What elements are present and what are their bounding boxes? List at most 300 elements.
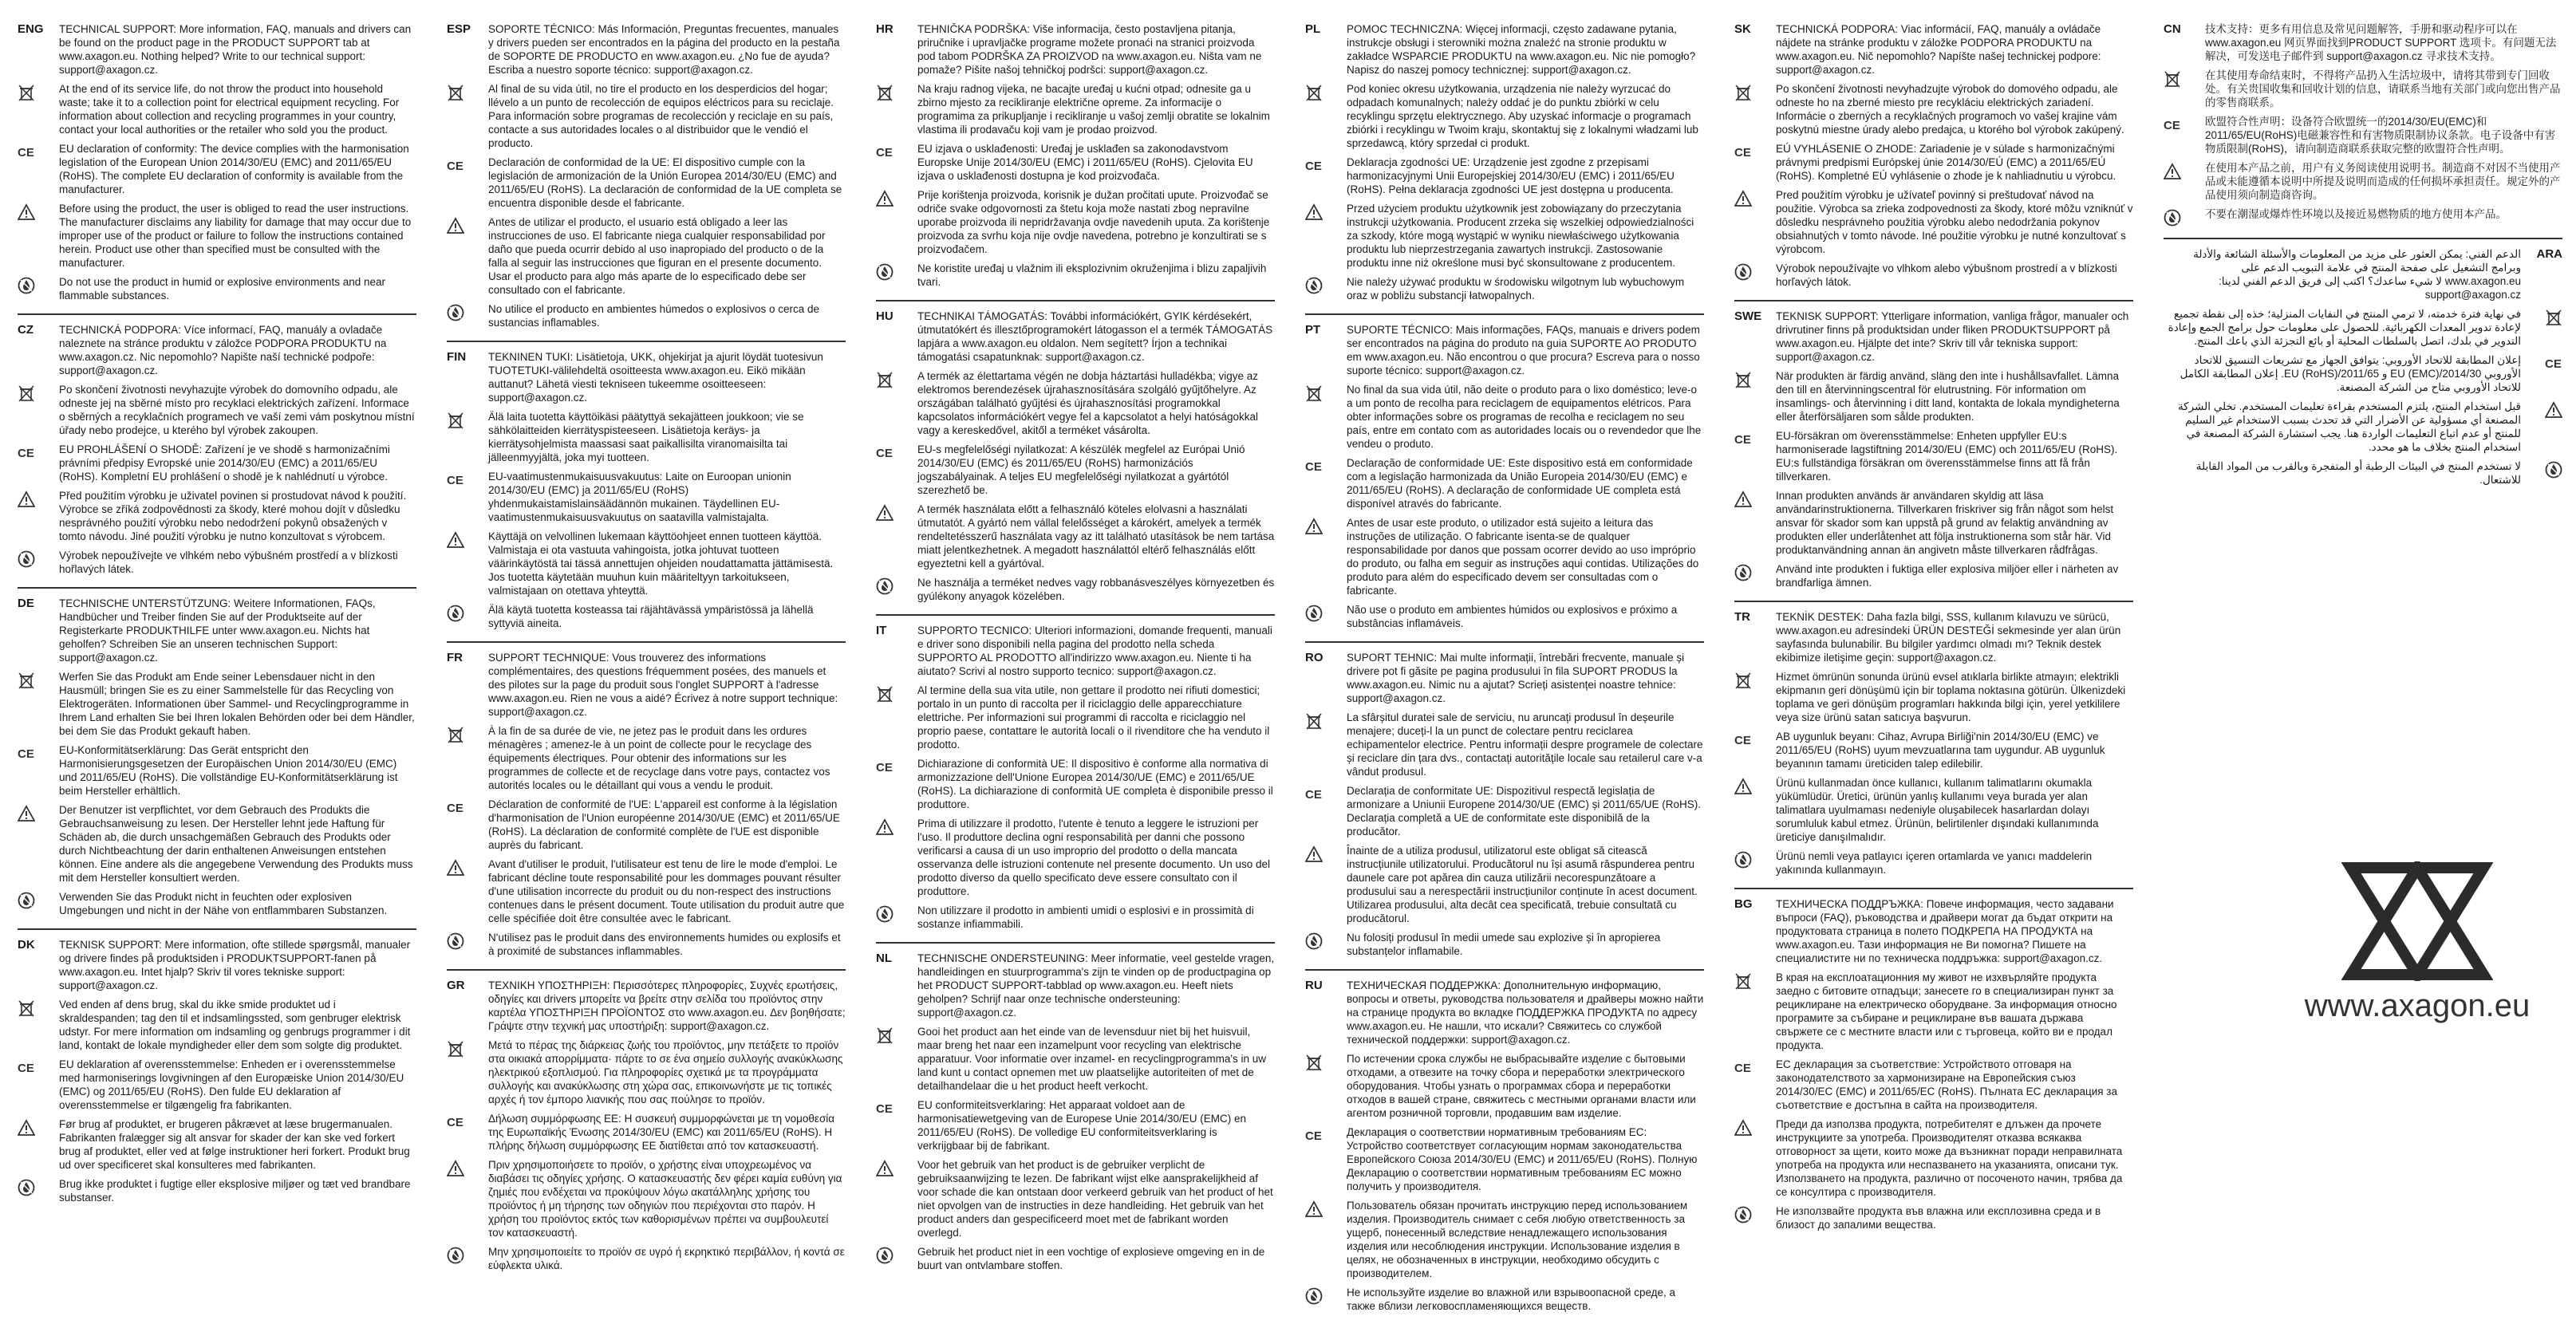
notice-text: Δήλωση συμμόρφωσης ΕΕ: Η συσκευή συμμορφώνεται με τη νομοθεσία της Ευρωπαϊκής Ένωσης 2014/30/EU (EMC) και 2011/65/EU (RoHS). Η πλήρης δήλωση συμμόρφωσης ΕΕ διατίθεται από τον κατασκευαστή. bbox=[488, 1113, 835, 1152]
notice-text: A termék használata előtt a felhasználó köteles elolvasni a használati útmutatót. A gyártó nem vállal felelősséget a károkért, amelyek a termék rendeltetésszerű használata vagy az itt található utasítások be nem tartása miatt jelentkezhetnek. A megadott használattól eltérő felhasználás előtt egyeztetni kell a gyártóval. bbox=[917, 503, 1275, 569]
svg-text:CE: CE bbox=[18, 1062, 34, 1075]
notice-item bbox=[1734, 369, 2133, 424]
notice-item bbox=[447, 857, 846, 925]
language-code: RO bbox=[1305, 651, 1324, 664]
svg-text:CE: CE bbox=[1734, 146, 1751, 160]
tech-support-text: TEHNIČKA PODRŠKA: Više informacija, često postavljena pitanja, priručnike i upravljačke programe možete pronaći na stranici proizvoda pod tabom PODRŠKA ZA PROIZVOD na www.axagon.eu. Ništa vam ne pomaže? Pišite našoj tehničkoj podršci: support@axagon.cz. bbox=[917, 23, 1262, 76]
warning-icon bbox=[447, 215, 488, 234]
language-code: ARA bbox=[2536, 247, 2562, 261]
language-section-ru bbox=[1305, 969, 1704, 1313]
language-section-pt bbox=[1305, 313, 1704, 630]
language-section-hr bbox=[876, 18, 1275, 289]
tech-support-text: SUPORTE TÉCNICO: Mais informações, FAQs, manuais e drivers podem ser encontrados na página do produto na guia SUPORTE AO PRODUTO em www.axagon.eu. Não encontrou o que procura? Escreva para o nosso suporte técnico: support@axagon.cz. bbox=[1347, 324, 1700, 376]
no-moisture-icon bbox=[447, 302, 488, 321]
no-moisture-icon bbox=[1305, 1286, 1347, 1305]
ce-mark-icon bbox=[447, 156, 488, 175]
svg-text:CE: CE bbox=[876, 761, 893, 774]
language-code: RU bbox=[1305, 979, 1323, 992]
no-moisture-icon bbox=[1305, 931, 1347, 950]
notice-item bbox=[1734, 776, 2133, 844]
notice-text: Ürünü nemli veya patlayıcı içeren ortamlarda ve yanıcı maddelerin yakınında kullanmayın. bbox=[1776, 850, 2093, 876]
notice-text: Déclaration de conformité de l'UE: L'appareil est conforme à la législation d'harmonisation de l'Union européenne 2014/30/UE (EMC) et 2011/65/UE (RoHS). La déclaration de conformité complète de l'UE est disponible auprès du fabricant. bbox=[488, 798, 840, 851]
notice-item bbox=[1305, 275, 1704, 302]
tech-support-row bbox=[876, 624, 1275, 678]
no-moisture-icon bbox=[876, 1245, 917, 1264]
tech-support-text: TEKNISK SUPPORT: Ytterligare information, vanliga frågor, manualer och drivrutiner finns på produktsidan under fliken PRODUKTSUPPORT på www.axagon.eu. Hjälpte det inte? Skriv till vår tekniska support: support@axagon.cz. bbox=[1776, 310, 2129, 363]
warning-icon bbox=[876, 188, 917, 207]
notice-text: Innan produkten används är användaren skyldig att läsa användarinstruktionerna. Tillverkaren friskriver sig från något som helst ansvar för skador som kan uppstå på grund av felaktig användning av produkten eller underlåtenhet att följa instruktionerna som står här. Vid produktanvändning annan än angivetn måste tillverkaren rådfrågas. bbox=[1776, 490, 2114, 556]
notice-text: Käyttäjä on velvollinen lukemaan käyttöohjeet ennen tuotteen käyttöä. Valmistaja ei ota vastuuta vahingoista, jotka johtuvat tuotteen väärinkäytöstä tai tässä annettujen ohjeiden noudattamatta jättämisestä. Jos tuotetta käytetään muuhun kuin määriteltyyn tarkoitukseen, valmistajaan on otettava yhteyttä. bbox=[488, 530, 834, 597]
warning-icon bbox=[18, 1117, 59, 1137]
warning-icon bbox=[447, 530, 488, 549]
tech-support-row bbox=[1734, 610, 2133, 664]
svg-text:CE: CE bbox=[447, 474, 464, 487]
notice-item bbox=[18, 1117, 416, 1172]
notice-text: Nu folosiți produsul în medii umede sau explozive și în apropierea substanțelor inflamabile. bbox=[1347, 932, 1661, 957]
notice-text: По истечении срока службы не выбрасывайте изделие с бытовыми отходами, а отвезите на точку сбора и переработки электрического оборудования. Чтобы узнать о программах сбора и переработки отходов в вашей стране, свяжитесь с местными органами власти или агентом розничной торговли, продавшим вам изделие. bbox=[1347, 1053, 1696, 1119]
language-column bbox=[2164, 18, 2562, 498]
svg-text:CE: CE bbox=[18, 447, 34, 460]
notice-text: لا تستخدم المنتج في البيئات الرطبة أو المتفجرة وبالقرب من المواد القابلة للاشتعال. bbox=[2195, 460, 2521, 486]
no-moisture-icon bbox=[2164, 207, 2205, 227]
notice-text: Hizmet ömrünün sonunda ürünü evsel atıklarla birlikte atmayın; elektrikli ekipmanın geri dönüşümü için bir toplama noktasına götürün. Ülkenizdeki toplama ve geri dönüşüm programları hakkında bilgi için, yerel yetkililere veya size ürünü satan satıcıya başvurun. bbox=[1776, 671, 2126, 723]
notice-item bbox=[1305, 931, 1704, 958]
tech-support-row bbox=[1305, 979, 1704, 1046]
warning-icon bbox=[1734, 776, 1776, 795]
notice-text: AB uygunluk beyanı: Cihaz, Avrupa Birliği'nin 2014/30/EU (EMC) ve 2011/65/EU (RoHS) uyum mevzuatlarına tam uygundur. AB uygunluk beyanının tamamı üreticiden talep edilebilir. bbox=[1776, 731, 2105, 770]
notice-item bbox=[1305, 1125, 1704, 1193]
notice-item bbox=[876, 1025, 1275, 1093]
ce-mark-icon bbox=[18, 443, 59, 462]
ce-mark-icon bbox=[2164, 115, 2205, 134]
notice-text: Не используйте изделие во влажной или взрывоопасной среде, а также вблизи легковоспламеняющихся веществ. bbox=[1347, 1287, 1676, 1312]
crossed-bin-icon bbox=[1734, 82, 1776, 101]
notice-item bbox=[447, 530, 846, 597]
notice-text: ЕС декларация за съответствие: Устройството отговаря на законодателството за хармонизиране на Европейския съюз 2014/30/EC (EMC) и 2011/65/EC (RoHS). Пълната ЕС декларация за съответствие е достъпна в сайта на производителя. bbox=[1776, 1058, 2117, 1111]
notice-item bbox=[876, 142, 1275, 183]
notice-item bbox=[2164, 69, 2562, 109]
notice-item bbox=[876, 82, 1275, 136]
notice-item bbox=[876, 904, 1275, 931]
tech-support-text: TECHNISCHE ONDERSTEUNING: Meer informatie, veel gestelde vragen, handleidingen en stuurprogramma's zijn te vinden op de productpagina op het PRODUCT SUPPORT-tabblad op www.axagon.eu. Heeft niets geholpen? Schrijf naar onze technische ondersteuning: support@axagon.cz. bbox=[917, 952, 1275, 1019]
language-code: IT bbox=[876, 624, 887, 637]
notice-item bbox=[1305, 156, 1704, 196]
language-section-fin bbox=[447, 341, 846, 630]
notice-item bbox=[447, 931, 846, 958]
no-moisture-icon bbox=[18, 1177, 59, 1196]
no-moisture-icon bbox=[1734, 849, 1776, 869]
language-section-sk bbox=[1734, 18, 2133, 289]
language-code: ESP bbox=[447, 22, 471, 36]
svg-text:CE: CE bbox=[447, 802, 464, 815]
warning-icon bbox=[1734, 1117, 1776, 1137]
svg-text:CE: CE bbox=[876, 447, 893, 460]
no-moisture-icon bbox=[2521, 459, 2562, 479]
notice-item bbox=[18, 743, 416, 798]
notice-text: EU-försäkran om överensstämmelse: Enheten uppfyller EU:s harmoniserade lagstiftning 2014/30/EU (EMC) och 2011/65/EU (RoHS). EU:s fullständiga försäkran om överensstämmelse finns att få från tillverkaren. bbox=[1776, 430, 2118, 483]
notice-text: Przed użyciem produktu użytkownik jest zobowiązany do przeczytania instrukcji użytkowania. Producent zrzeka się wszelkiej odpowiedzialności za szkody, które mogą wystąpić w wyniku niewłaściwego użytkowania produktu lub nieprzestrzegania zawartych instrukcji. Zastosowanie produktu inne niż określone musi być skonsultowane z producentem. bbox=[1347, 203, 1694, 269]
warning-icon bbox=[18, 803, 59, 822]
notice-text: Не използвайте продукта във влажна или експлозивна среда и в близост до запалими вещества. bbox=[1776, 1205, 2101, 1231]
warning-icon bbox=[1305, 844, 1347, 863]
crossed-bin-icon bbox=[18, 998, 59, 1017]
notice-text: 在其使用寿命结束时，不得将产品扔入生活垃圾中，请将其带到专门回收处。有关贵国收集和回收计划的信息，请联系当地有关部门或向您出售产品的零售商联系。 bbox=[2205, 69, 2561, 108]
no-moisture-icon bbox=[876, 262, 917, 281]
brand-url: www.axagon.eu bbox=[2304, 988, 2531, 1023]
crossed-bin-icon bbox=[2164, 69, 2205, 88]
notice-item bbox=[1305, 844, 1704, 925]
no-moisture-icon bbox=[876, 576, 917, 595]
warning-icon bbox=[876, 1158, 917, 1177]
notice-text: Før brug af produktet, er brugeren påkrævet at læse brugermanualen. Fabrikanten fralægger sig alt ansvar for skader der kan ske ved forkert brug af produktet, eller ved at følge instruktioner heri forkert. Produkt brug ud over specificeret skal konsulteres med fabrikanten. bbox=[59, 1118, 410, 1171]
language-section-cz bbox=[18, 313, 416, 576]
tech-support-row bbox=[447, 350, 846, 404]
notice-item bbox=[1734, 1117, 2133, 1199]
tech-support-text: SUPPORT TECHNIQUE: Vous trouverez des informations complémentaires, des questions fréquemment posées, des manuels et des pilotes sur la page du produit sous l'onglet SUPPORT à l'adresse www.axagon.eu. Rien ne vous a aidé? Écrivez à notre support technique: support@axagon.cz. bbox=[488, 652, 838, 718]
warning-icon bbox=[2164, 161, 2205, 180]
language-code: FR bbox=[447, 651, 463, 664]
no-moisture-icon bbox=[447, 931, 488, 950]
tech-support-row bbox=[1305, 651, 1704, 705]
warning-icon bbox=[876, 502, 917, 522]
notice-item bbox=[876, 1158, 1275, 1239]
notice-item bbox=[1305, 784, 1704, 838]
notice-text: EU-s megfelelőségi nyilatkozat: A készülék megfelel az Európai Unió 2014/30/EU (EMC) és 2011/65/EU (RoHS) harmonizációs jogszabályainak. A teljes EU megfelelőségi nyilatkozat a gyártótól szerezhető be. bbox=[917, 443, 1245, 496]
notice-item bbox=[447, 1158, 846, 1239]
notice-item bbox=[18, 383, 416, 437]
notice-item bbox=[1734, 562, 2133, 589]
notice-item bbox=[18, 670, 416, 738]
language-section-eng bbox=[18, 18, 416, 302]
notice-item bbox=[2164, 353, 2562, 394]
tech-support-text: ТЕХНИЧЕСКАЯ ПОДДЕРЖКА: Дополнительную информацию, вопросы и ответы, руководства пользователя и драйверы можно найти на странице продукта во вкладке ПОДДЕРЖКА ПРОДУКТА по адресу www.axagon.eu. Не нашли, что искали? Свяжитесь со службой технической поддержки: support@axagon.cz. bbox=[1347, 979, 1704, 1046]
language-section-ro bbox=[1305, 641, 1704, 958]
notice-text: Do not use the product in humid or explosive environments and near flammable substances. bbox=[59, 276, 385, 301]
language-section-it bbox=[876, 614, 1275, 931]
tech-support-text: TECHNISCHE UNTERSTÜTZUNG: Weitere Informationen, FAQs, Handbücher und Treiber finden Sie auf der Produktseite auf der Registerkarte PRODUKTHILFE unter www.axagon.eu. Nichts hat geholfen? Schreiben Sie an unseren technischen Support: support@axagon.cz. bbox=[59, 597, 376, 664]
notice-item bbox=[1305, 1199, 1704, 1280]
notice-item bbox=[2164, 307, 2562, 348]
notice-item bbox=[1305, 711, 1704, 778]
language-code: NL bbox=[876, 952, 892, 965]
tech-support-text: 技术支持：更多有用信息及常见问题解答，手册和驱动程序可以在www.axagon.eu 网页界面找到PRODUCT SUPPORT 选项卡。有问题无法解决，可发送电子邮件到 support@axagon.cz 寻求技术支持。 bbox=[2205, 23, 2557, 62]
language-section-cn bbox=[2164, 18, 2562, 227]
notice-text: Deklaracja zgodności UE: Urządzenie jest zgodne z przepisami harmonizacyjnymi Unii Europejskiej 2014/30/EU (EMC) i 2011/65/EU (RoHS). Pełna deklaracja zgodności UE jest dostępna u producenta. bbox=[1347, 156, 1675, 195]
crossed-bin-icon bbox=[18, 82, 59, 101]
warning-icon bbox=[447, 1158, 488, 1177]
language-code: CN bbox=[2164, 22, 2181, 36]
notice-text: Před použitím výrobku je uživatel povinen si prostudovat návod k použití. Výrobce se zříká zodpovědnosti za škody, které mohou dojít v důsledku nesprávného použití výrobku nebo nedodržení pokynů obsažených v tomto návodu. Jiné použití výrobku je nutno konzultovat s výrobcem. bbox=[59, 490, 407, 542]
notice-text: Пользователь обязан прочитать инструкцию перед использованием изделия. Производитель снимает с себя любую ответственность за ущерб, понесенный вследствие ненадлежащего использования изделия или несоблюдения инструкции. Использование изделия в целях, не обозначенных в инструкции, необходимо обсудить с производителем. bbox=[1347, 1200, 1688, 1279]
tech-support-row bbox=[1734, 897, 2133, 965]
crossed-bin-icon bbox=[18, 383, 59, 402]
notice-item bbox=[1305, 516, 1704, 597]
language-section-tr bbox=[1734, 601, 2133, 877]
notice-text: Декларация о соответствии нормативным требованиям ЕС: Устройство соответствует согласующим нормам законодательства Европейского Союза 2014/30/EU (EMC) и 2011/65/EU (RoHS). Полную Декларацию о соответствии нормативным требованиям ЕС можно получить у производителя. bbox=[1347, 1126, 1698, 1192]
notice-text: Använd inte produkten i fuktiga eller explosiva miljöer eller i närheten av brandfarliga ämnen. bbox=[1776, 563, 2119, 589]
tech-support-text: TECHNICKÁ PODPORA: Více informací, FAQ, manuály a ovladače naleznete na stránce produktu v záložce PODPORA PRODUKTU na www.axagon.cz. Nic nepomohlo? Napište naší technické podpoře: support@axagon.cz. bbox=[59, 324, 387, 376]
notice-text: Avant d'utiliser le produit, l'utilisateur est tenu de lire le mode d'emploi. Le fabricant décline toute responsabilité pour les dommages pouvant résulter d'une utilisation incorrecte du produit ou du non-respect des instructions contenues dans le présent document. Toute utilisation du produit autre que celle spécifiée doit être consultée avec le fabricant. bbox=[488, 858, 845, 924]
notice-text: A termék az élettartama végén ne dobja háztartási hulladékba; vigye az elektromos berendezések újrahasznosítására szolgáló gyűjtőhelyre. Az országában található gyűjtési és újrahasznosítási programokkal kapcsolatos információkért vegye fel a kapcsolatot a helyi hatóságokkal vagy a kereskedővel, akitől a terméket vásárolta. bbox=[917, 370, 1259, 436]
warning-icon bbox=[1305, 516, 1347, 535]
ce-mark-icon bbox=[447, 798, 488, 817]
notice-item bbox=[1734, 489, 2133, 557]
notice-item bbox=[2164, 400, 2562, 454]
no-moisture-icon bbox=[876, 904, 917, 923]
svg-text:CE: CE bbox=[2164, 119, 2180, 132]
no-moisture-icon bbox=[447, 603, 488, 622]
crossed-bin-icon bbox=[447, 82, 488, 101]
notice-text: Výrobok nepoužívajte vo vlhkom alebo výbušnom prostredí a v blízkosti horľavých látok. bbox=[1776, 262, 2117, 288]
language-code: HR bbox=[876, 22, 894, 36]
notice-text: EU PROHLÁŠENÍ O SHODĚ: Zařízení je ve shodě s harmonizačními právními předpisy Evropské unie 2014/30/EU (EMC) a 2011/65/EU (RoHS). Kompletní EU prohlášení o shodě je k nahlédnutí u výrobce. bbox=[59, 443, 390, 483]
notice-item bbox=[447, 410, 846, 464]
tech-support-text: POMOC TECHNICZNA: Więcej informacji, często zadawane pytania, instrukcje obsługi i sterowniki można znaleźć na stronie produktu w zakładce WSPARCIE PRODUKTU na www.axagon.eu. Nic nie pomogło? Napisz do naszej pomocy technicznej: support@axagon.cz. bbox=[1347, 23, 1696, 76]
notice-item bbox=[1305, 1052, 1704, 1120]
notice-text: Non utilizzare il prodotto in ambienti umidi o esplosivi e in prossimità di sostanze infiammabili. bbox=[917, 904, 1254, 930]
language-code: ENG bbox=[18, 22, 44, 36]
ce-mark-icon bbox=[1305, 456, 1347, 475]
crossed-bin-icon bbox=[1305, 82, 1347, 101]
language-column bbox=[18, 18, 416, 1216]
no-moisture-icon bbox=[18, 890, 59, 909]
svg-text:CE: CE bbox=[447, 1116, 464, 1129]
notice-text: Gebruik het product niet in een vochtige of explosieve omgeving en in de buurt van ontvlambare stoffen. bbox=[917, 1246, 1265, 1271]
notice-text: Der Benutzer ist verpflichtet, vor dem Gebrauch des Produkts die Gebrauchsanweisung zu lesen. Der Hersteller lehnt jede Haftung für Schäden ab, die durch unsachgemäßen Gebrauch des Produkts oder durch Nichtbeachtung der darin enthaltenen Anweisungen entstehen können. Eine andere als die angegebene Verwendung des Produkts muss mit dem Hersteller konsultiert werden. bbox=[59, 804, 413, 884]
svg-text:CE: CE bbox=[447, 160, 464, 173]
tech-support-row bbox=[2164, 247, 2562, 301]
notice-item bbox=[876, 1098, 1275, 1153]
language-section-ara bbox=[2164, 238, 2562, 487]
language-column bbox=[876, 18, 1275, 1283]
crossed-bin-icon bbox=[876, 82, 917, 101]
warning-icon bbox=[447, 857, 488, 877]
ce-mark-icon bbox=[1734, 1058, 1776, 1077]
language-section-swe bbox=[1734, 300, 2133, 589]
warning-icon bbox=[1305, 1199, 1347, 1218]
notice-text: EU izjava o usklađenosti: Uređaj je usklađen sa zakonodavstvom Europske Unije 2014/30/EU (EMC) i 2011/65/EU (RoHS). Cjelovita EU izjava o usklađenosti dostupna je kod proizvođača. bbox=[917, 143, 1253, 182]
notice-text: Pred použitím výrobku je užívateľ povinný si preštudovať návod na použitie. Výrobca sa zrieka zodpovednosti za škody, ktoré môžu vzniknúť v dôsledku nesprávneho použitia výrobku alebo nedodržania pokynov obsiahnutých v tomto návode. Iné použitie výrobku je nutné konzultovať s výrobcom. bbox=[1776, 189, 2133, 255]
notice-text: Declaração de conformidade UE: Este dispositivo está em conformidade com a legislação harmonizada da União Europeia 2014/30/EU (EMC) e 2011/65/EU (RoHS). A declaração de conformidade UE completa está disponível através do fabricante. bbox=[1347, 457, 1693, 510]
notice-item bbox=[1305, 1286, 1704, 1313]
language-section-dk bbox=[18, 928, 416, 1204]
language-code: DK bbox=[18, 938, 35, 952]
tech-support-text: TEKNİK DESTEK: Daha fazla bilgi, SSS, kullanım kılavuzu ve sürücü, www.axagon.eu adresindeki ÜRÜN DESTEĞİ sekmesinde yer alan ürün sayfasında bulunabilir. Bu bilgiler yardımcı olmadı mı? Teknik destek ekibimize iletişime geçin: support@axagon.cz. bbox=[1776, 611, 2121, 664]
warning-icon bbox=[1734, 188, 1776, 207]
notice-item bbox=[18, 1177, 416, 1204]
svg-text:CE: CE bbox=[1305, 788, 1322, 802]
svg-text:CE: CE bbox=[2545, 357, 2562, 371]
notice-text: Po skončení životnosti nevyhadzujte výrobok do domového odpadu, ale odneste ho na zberné miesto pre recykláciu elektrických zariadení. Informácie o zberných a recyklačných programoch vo vašej krajine vám poskytnú miestne úrady alebo predajca, u ktorého bol výrobok zakúpený. bbox=[1776, 83, 2124, 136]
notice-text: В края на експлоатационния му живот не изхвърляйте продукта заедно с битовите отпадъци; занесете го в специализиран пункт за рециклиране на електрическо оборудване. За информация относно програмите за събиране и рециклиране във вашата държава свържете се с местните власти или с търговеца, който ви е продал продукта. bbox=[1776, 971, 2117, 1051]
language-section-de bbox=[18, 587, 416, 917]
tech-support-row bbox=[447, 22, 846, 77]
notice-text: Werfen Sie das Produkt am Ende seiner Lebensdauer nicht in den Hausmüll; bringen Sie es zu einer Sammelstelle für das Recycling von Elektrogeräten. Informationen über Sammel- und Recyclingprogramme in Ihrem Land erhalten Sie bei Ihren lokalen Behörden oder bei dem Händler, bei dem Sie das Produkt gekauft haben. bbox=[59, 671, 415, 737]
brand-block bbox=[2298, 861, 2537, 1024]
notice-text: EU-vaatimustenmukaisuusvakuutus: Laite on Euroopan unionin 2014/30/EU (EMC) ja 2011/65/EU (RoHS) yhdenmukaistamislainsäädännön mukainen. Täydellinen EU-vaatimustenmukaisuusvakuutus on saatavilla valmistajalta. bbox=[488, 471, 791, 523]
tech-support-text: ТЕХНИЧЕСКА ПОДДРЪЖКА: Повече информация, често задавани въпроси (FAQ), ръководства и драйвери могат да бъдат открити на продуктовата страница в полето ПОДКРЕПА НА ПРОДУКТА на www.axagon.eu. Тази информация не Ви помогна? Пишете на специалистите ни по техническа поддръжка: support@axagon.cz. bbox=[1776, 898, 2114, 964]
notice-item bbox=[1734, 670, 2133, 724]
notice-item bbox=[447, 1245, 846, 1272]
ce-mark-icon bbox=[2521, 353, 2562, 372]
language-code: PT bbox=[1305, 323, 1321, 337]
language-section-hu bbox=[876, 300, 1275, 603]
notice-item bbox=[447, 1038, 846, 1106]
notice-item bbox=[1734, 971, 2133, 1052]
notice-item bbox=[1734, 1058, 2133, 1112]
warning-icon bbox=[1305, 202, 1347, 221]
crossed-bin-icon bbox=[2521, 307, 2562, 326]
notice-text: Brug ikke produktet i fugtige eller eksplosive miljøer og tæt ved brandbare substanser. bbox=[59, 1178, 411, 1204]
notice-text: Na kraju radnog vijeka, ne bacajte uređaj u kućni otpad; odnesite ga u zbirno mjesto za recikliranje električne opreme. Za informacije o programima za prikupljanje i recikliranje u vašoj zemlji obratite se lokalnim vlastima ili prodavaču koji vam je prodao proizvod. bbox=[917, 83, 1270, 136]
notice-item bbox=[876, 684, 1275, 751]
notice-item bbox=[1734, 262, 2133, 289]
notice-item bbox=[1305, 383, 1704, 451]
crossed-bin-icon bbox=[1734, 670, 1776, 689]
notice-item bbox=[447, 156, 846, 210]
notice-text: Μετά το πέρας της διάρκειας ζωής του προϊόντος, μην πετάξετε το προϊόν στα οικιακά απορρίμματα· πάρτε το σε ένα σημείο συλλογής ανακύκλωσης ηλεκτρικού εξοπλισμού. Για πληροφορίες σχετικά με τα προγράμματα συλλογής και ανακύκλωσης στη χώρα σας, επικοινωνήστε με τις τοπικές αρχές ή τον έμπορο λιανικής που σας πούλησε το προϊόν. bbox=[488, 1039, 843, 1105]
crossed-bin-icon bbox=[1305, 383, 1347, 402]
notice-text: Pod koniec okresu użytkowania, urządzenia nie należy wyrzucać do odpadach komunalnych; należy oddać je do punktu zbiórki w celu recyklingu sprzętu elektrycznego. Aby uzyskać informacje o programach zbiórki i recyklingu w Twoim kraju, skontaktuj się z lokalnymi władzami lub sprzedawcą, który sprzedał ci produkt. bbox=[1347, 83, 1698, 149]
svg-text:CE: CE bbox=[1734, 1062, 1751, 1075]
notice-text: Μην χρησιμοποιείτε το προϊόν σε υγρό ή εκρηκτικό περιβάλλον, ή κοντά σε εύφλεκτα υλικά. bbox=[488, 1246, 845, 1271]
notice-item bbox=[876, 369, 1275, 437]
ce-mark-icon bbox=[1305, 156, 1347, 175]
notice-text: Prije korištenja proizvoda, korisnik je dužan pročitati upute. Proizvođač se odriče svake odgovornosti za štetu koja može nastati zbog nepravilne uporabe proizvoda ili nepridržavanja ovdje navedenih uputa. Za korištenje proizvoda za svrhu koja nije ovdje navedena, potrebno je konzultirati se s proizvođačem. bbox=[917, 189, 1270, 255]
crossed-bin-icon bbox=[1305, 1052, 1347, 1071]
tech-support-text: SUPPORTO TECNICO: Ulteriori informazioni, domande frequenti, manuali e driver sono disponibili nella pagina del prodotto nella scheda SUPPORTO AL PRODOTTO all'indirizzo www.axagon.eu. Niente ti ha aiutato? Scrivi al nostro supporto tecnico: support@axagon.cz. bbox=[917, 625, 1272, 677]
notice-item bbox=[1305, 456, 1704, 510]
tech-support-row bbox=[2164, 22, 2562, 63]
tech-support-text: TECHNIKAI TÁMOGATÁS: További információkért, GYIK kérdésekért, útmutatókért és illesztőprogramokért látogasson el a termék TÁMOGATÁS lapjára a www.axagon.eu oldalon. Nem segített? Írjon a technikai támogatási csapatunknak: support@axagon.cz. bbox=[917, 310, 1273, 363]
notice-text: Não use o produto em ambientes húmidos ou explosivos e próximo a substâncias inflamáveis. bbox=[1347, 604, 1678, 629]
tech-support-row bbox=[18, 323, 416, 377]
notice-text: Dichiarazione di conformità UE: Il dispositivo è conforme alla normativa di armonizzazione dell'Unione Europea 2014/30/UE (EMC) e 2011/65/UE (RoHS). La dichiarazione di conformità UE completa è disponibile presso il produttore. bbox=[917, 758, 1273, 810]
svg-text:CE: CE bbox=[876, 1102, 893, 1116]
no-moisture-icon bbox=[1734, 1204, 1776, 1224]
notice-text: في نهاية فترة خدمته، لا ترمي المنتج في النفايات المنزلية؛ خذه إلى نقطة تجميع لإعادة تدوير المعدات الكهربائية. للحصول على معلومات حول برامج الجمع وإعادة التدوير في بلدك، اتصل بالسلطات المحلية أو بائع التجزئة الذي باعك المنتج. bbox=[2168, 308, 2521, 347]
language-section-fr bbox=[447, 641, 846, 958]
notice-item bbox=[18, 549, 416, 576]
language-code: DE bbox=[18, 597, 34, 610]
notice-text: Declaración de conformidad de la UE: El dispositivo cumple con la legislación de armonización de la Unión Europea 2014/30/EU (EMC) and 2011/65/EU (RoHS). La declaración de conformidad de la UE completa se encuentra disponible desde el fabricante. bbox=[488, 156, 842, 209]
notice-text: 不要在潮湿或爆炸性环境以及接近易燃物质的地方使用本产品。 bbox=[2205, 208, 2507, 220]
ce-mark-icon bbox=[1734, 142, 1776, 161]
notice-text: Gooi het product aan het einde van de levensduur niet bij het huisvuil, maar breng het naar een inzamelpunt voor recycling van elektrische apparatuur. Voor informatie over inzamel- en recyclingprogramma's in uw land kunt u contact opnemen met uw plaatselijke autoriteiten of met de detailhandelaar die u het product heeft verkocht. bbox=[917, 1026, 1267, 1092]
ce-mark-icon bbox=[1305, 1125, 1347, 1145]
notice-text: Before using the product, the user is obliged to read the user instructions. The manufacturer disclaims any liability for damage that may occur due to improper use of the product or failure to follow the instructions contained herein. Product use other than specified must be consulted with the manufacturer. bbox=[59, 203, 412, 269]
notice-item bbox=[876, 443, 1275, 497]
notice-item bbox=[1734, 82, 2133, 136]
ce-mark-icon bbox=[447, 470, 488, 489]
notice-text: No utilice el producto en ambientes húmedos o explosivos o cerca de sustancias inflamables. bbox=[488, 303, 819, 329]
svg-text:CE: CE bbox=[1305, 460, 1322, 474]
notice-text: Antes de usar este produto, o utilizador está sujeito a leitura das instruções de utilização. O fabricante isenta-se de qualquer responsabilidade por danos que possam ocorrer devido ao uso impróprio do produto, ou falha em seguir as instruções aqui contidas. Utilizações do produto para além do especificado devem ser consultadas com o fabricante. bbox=[1347, 517, 1699, 597]
notice-item bbox=[2164, 115, 2562, 156]
notice-item bbox=[18, 443, 416, 483]
tech-support-row bbox=[447, 979, 846, 1033]
notice-item bbox=[1734, 730, 2133, 770]
crossed-bin-icon bbox=[1734, 971, 1776, 990]
notice-item bbox=[18, 489, 416, 543]
language-column bbox=[1305, 18, 1704, 1324]
language-code: PL bbox=[1305, 22, 1321, 36]
crossed-bin-icon bbox=[876, 684, 917, 703]
notice-item bbox=[447, 470, 846, 524]
ce-mark-icon bbox=[447, 1112, 488, 1131]
notice-text: 欧盟符合性声明：设备符合欧盟统一的2014/30/EU(EMC)和2011/65/EU(RoHS)电磁兼容性和有害物质限制协议条款。电子设备中有害物质限制(RoHS)，请向制造商联系获取完整的欧盟符合性声明。 bbox=[2205, 116, 2556, 155]
tech-support-row bbox=[1305, 22, 1704, 77]
warning-icon bbox=[2521, 400, 2562, 419]
notice-item bbox=[1734, 188, 2133, 256]
ce-mark-icon bbox=[876, 1098, 917, 1117]
notice-text: Älä käytä tuotetta kosteassa tai räjähtävässä ympäristössä ja lähellä syttyviä aineita. bbox=[488, 604, 814, 629]
notice-text: 在使用本产品之前，用户有义务阅读使用说明书。制造商不对因不当使用产品或未能遵循本说明中所提及说明而造成的任何损坏承担责任。规定外的产品使用须向制造商咨询。 bbox=[2205, 162, 2561, 201]
ce-mark-icon bbox=[876, 443, 917, 462]
ce-mark-icon bbox=[1734, 429, 1776, 448]
language-section-nl bbox=[876, 942, 1275, 1272]
tech-support-row bbox=[876, 309, 1275, 364]
tech-support-text: TECHNICAL SUPPORT: More information, FAQ, manuals and drivers can be found on the product page in the PRODUCT SUPPORT tab at www.axagon.eu. Nothing helped? Write to our technical support: support@axagon.cz. bbox=[59, 23, 412, 76]
notice-item bbox=[18, 275, 416, 302]
notice-text: EU deklaration af overensstemmelse: Enheden er i overensstemmelse med harmoniserings lovgivningen af den Europæiske Union 2014/30/EU (EMC) og 2011/65/EU (RoHS). Den fulde EU deklaration af overensstemmelse er tilgængelig fra fabrikanten. bbox=[59, 1058, 404, 1111]
warning-icon bbox=[18, 202, 59, 221]
notice-text: À la fin de sa durée de vie, ne jetez pas le produit dans les ordures ménagères ; amenez-le à un point de collecte pour le recyclage des équipements électriques. Pour obtenir des informations sur les programmes de collecte et de recyclage dans votre pays, contactez vos autorités locales ou le détaillant qui vous a vendu le produit. bbox=[488, 725, 830, 791]
language-code: SK bbox=[1734, 22, 1751, 36]
svg-text:CE: CE bbox=[18, 146, 34, 160]
svg-text:CE: CE bbox=[18, 747, 34, 761]
no-moisture-icon bbox=[447, 1245, 488, 1264]
crossed-bin-icon bbox=[18, 670, 59, 689]
notice-item bbox=[447, 724, 846, 792]
notice-item bbox=[876, 502, 1275, 570]
tech-support-row bbox=[1734, 22, 2133, 77]
svg-text:CE: CE bbox=[1734, 734, 1751, 747]
ce-mark-icon bbox=[18, 1058, 59, 1077]
notice-item bbox=[1305, 82, 1704, 150]
notice-text: Ne koristite uređaj u vlažnim ili eksplozivnim okruženjima i blizu zapaljivih tvari. bbox=[917, 262, 1267, 288]
svg-text:CE: CE bbox=[1305, 1129, 1322, 1143]
notice-text: Voor het gebruik van het product is de gebruiker verplicht de gebruiksaanwijzing te lezen. De fabrikant wijst elke aansprakelijkheid af voor schade die kan ontstaan door verkeerd gebruik van het product of het niet opvolgen van de instructies in deze handleiding. Het gebruik van het product anders dan gespecificeerd moet met de fabrikant worden overlegd. bbox=[917, 1159, 1273, 1239]
notice-text: Al termine della sua vita utile, non gettare il prodotto nei rifiuti domestici; portalo in un punto di raccolta per il riciclaggio delle apparecchiature elettriche. Per informazioni sui programmi di raccolta e riciclaggio nel proprio paese, contattare le autorità locali o il rivenditore che ha venduto il prodotto. bbox=[917, 684, 1270, 751]
language-column bbox=[447, 18, 846, 1283]
notice-item bbox=[876, 1245, 1275, 1272]
notice-item bbox=[18, 142, 416, 196]
notice-item bbox=[447, 82, 846, 150]
crossed-bin-icon bbox=[876, 1025, 917, 1044]
svg-text:CE: CE bbox=[1305, 160, 1322, 173]
ce-mark-icon bbox=[18, 743, 59, 762]
no-moisture-icon bbox=[1305, 603, 1347, 622]
ce-mark-icon bbox=[1734, 730, 1776, 749]
tech-support-row bbox=[18, 938, 416, 992]
crossed-bin-icon bbox=[447, 410, 488, 429]
crossed-bin-icon bbox=[447, 1038, 488, 1058]
svg-text:CE: CE bbox=[1734, 433, 1751, 447]
tech-support-row bbox=[876, 22, 1275, 77]
tech-support-text: ΤΕΧΝΙΚΗ ΥΠΟΣΤΗΡΙΞΗ: Περισσότερες πληροφορίες, Συχνές ερωτήσεις, οδηγίες και drivers μπορείτε να βρείτε στην σελίδα του προϊόντος στην καρτέλα ΥΠΟΣΤΗΡΙΞΗ ΠΡΟΪΟΝΤΟΣ στο www.axagon.eu. Δεν βοηθήσατε; Γράψτε στην τεχνική μας υποστήριξη: support@axagon.cz. bbox=[488, 979, 846, 1032]
language-code: CZ bbox=[18, 323, 34, 337]
warning-icon bbox=[18, 489, 59, 508]
no-moisture-icon bbox=[18, 275, 59, 294]
notice-text: La sfârșitul duratei sale de serviciu, nu aruncați produsul în deșeurile menajere; duceți-l la un punct de colectare pentru reciclarea echipamentelor electrice. Pentru informații despre programele de colectare și reciclare din țara dvs., contactați autoritățile locale sau retailerul care v-a vândut produsul. bbox=[1347, 711, 1703, 778]
notice-item bbox=[18, 890, 416, 917]
svg-text:CE: CE bbox=[876, 146, 893, 160]
notice-item bbox=[2164, 459, 2562, 487]
tech-support-text: SOPORTE TÉCNICO: Más Información, Preguntas frecuentes, manuales y drivers pueden ser encontrados en la página del producto en la pestaña de SOPORTE DE PRODUCTO en www.axagon.eu. ¿No fue de ayuda? Escriba a nuestro soporte técnico: support@axagon.cz. bbox=[488, 23, 840, 76]
notice-text: Výrobek nepoužívejte ve vlhkém nebo výbušném prostředí a v blízkosti hořlavých látek. bbox=[59, 550, 398, 575]
notice-item bbox=[447, 215, 846, 297]
